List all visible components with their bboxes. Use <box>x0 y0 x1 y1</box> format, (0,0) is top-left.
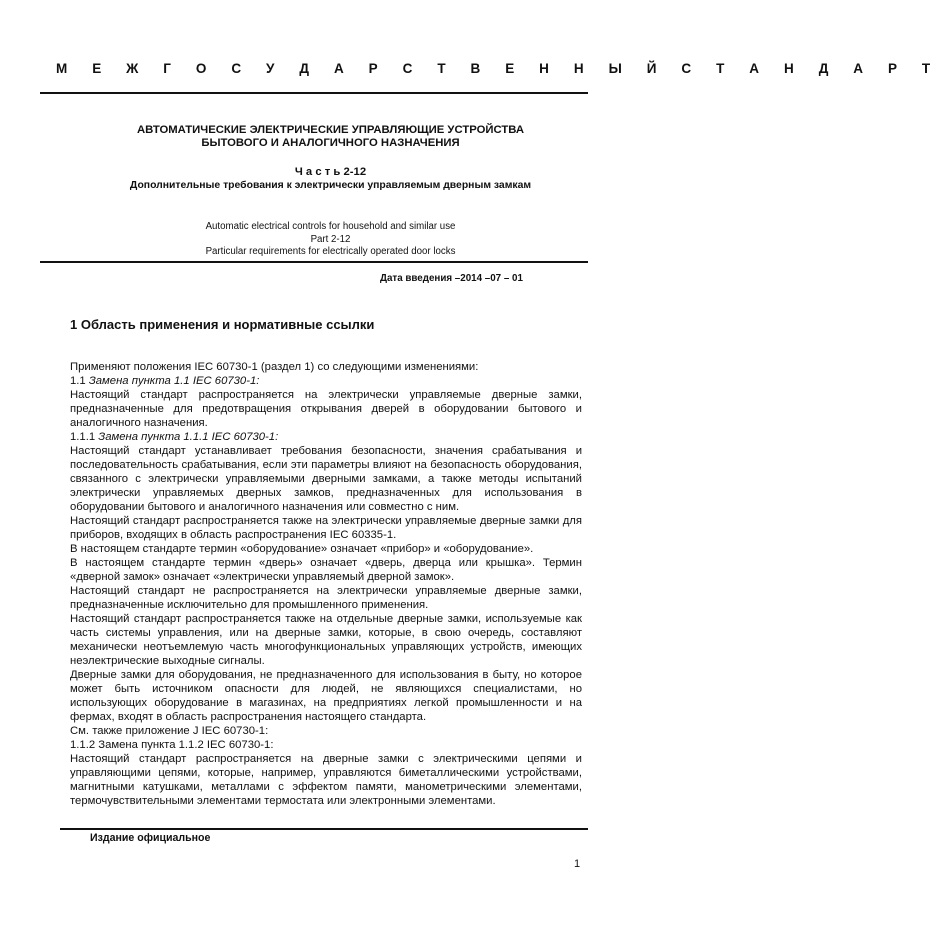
paragraph: Настоящий стандарт распространяется на дверные замки с электрическими цепями и управляющими цепями, которые, например, управляются биметаллическими устройствами, магнитными катушками, металлами с эффектом памяти, манометрическими элементами, термочувствительными элементами термостата или электронными элементами. <box>70 753 582 807</box>
clause-title: Замена пункта 1.1.1 IEC 60730-1: <box>98 431 279 443</box>
clause-1-1-1 <box>70 430 582 444</box>
clause-number: 1.1 <box>70 375 89 387</box>
paragraph: Применяют положения IEC 60730-1 (раздел 1) со следующими изменениями: <box>70 361 479 373</box>
subtitle: Дополнительные требования к электрически управляемым дверным замкам <box>129 180 532 191</box>
top-divider <box>40 92 588 94</box>
part-label: Ч а с т ь 2-12 <box>294 166 367 178</box>
section-body <box>70 360 582 808</box>
footer-divider <box>60 828 588 830</box>
english-title-line-1: Automatic electrical controls for household and similar use <box>205 221 456 232</box>
paragraph: Настоящий стандарт распространяется на электрически управляемые дверные замки, предназначенные для предотвращения открывания дверей в оборудовании бытового и аналогичного назначения. <box>70 389 582 429</box>
standard-type-heading: М Е Ж Г О С У Д А Р С Т В Е Н Н Ы Й С Т А Н Д А Р Т <box>56 61 941 76</box>
paragraph: Настоящий стандарт распространяется также на электрически управляемые дверные замки для приборов, входящих в область распространения IEC 60335-1. <box>70 515 582 541</box>
title-divider <box>40 261 588 263</box>
paragraph: В настоящем стандарте термин «дверь» означает «дверь, дверца или крышка». Термин «дверной замок» означает «электрически управляемый дверной замок». <box>70 557 582 583</box>
paragraph: Дверные замки для оборудования, не предназначенного для использования в быту, но которое может быть источником опасности для людей, не являющихся специалистами, но использующих оборудование в магазинах, на предприятиях легкой промышленности и на фермах, входят в область распространения настоящего стандарта. <box>70 669 582 723</box>
edition-label: Издание официальное <box>90 832 211 844</box>
page-number: 1 <box>574 858 581 870</box>
title-line-1: АВТОМАТИЧЕСКИЕ ЭЛЕКТРИЧЕСКИЕ УПРАВЛЯЮЩИЕ УСТРОЙСТВА <box>136 124 525 136</box>
clause-number: 1.1.1 <box>70 431 99 443</box>
paragraph: В настоящем стандарте термин «оборудование» означает «прибор» и «оборудование». <box>70 543 534 555</box>
english-title-line-3: Particular requirements for electrically operated door locks <box>205 246 456 257</box>
clause-title: Замена пункта 1.1 IEC 60730-1: <box>88 375 260 387</box>
paragraph: Настоящий стандарт распространяется также на отдельные дверные замки, используемые как часть системы управления, или на дверные замки, которые, в свою очередь, составляют механически неотъемлемую часть многофункциональных управляющих устройств, имеющих неэлектрические выходные сигналы. <box>70 613 582 667</box>
paragraph: 1.1.2 Замена пункта 1.1.2 IEC 60730-1: <box>70 739 274 751</box>
paragraph: См. также приложение J IEC 60730-1: <box>70 725 269 737</box>
paragraph: Настоящий стандарт устанавливает требования безопасности, значения срабатывания и последовательность срабатывания, если эти параметры влияют на безопасность оборудования, связанного с электрически управляемыми дверными замками, а также методы испытаний электрически управляемых дверных замков, предназначенных для использования в оборудовании бытового и аналогичного назначения или совместно с ним. <box>70 445 582 513</box>
paragraph: Настоящий стандарт не распространяется на электрически управляемые дверные замки, предназначенные исключительно для промышленного применения. <box>70 585 582 611</box>
intro-date: Дата введения –2014 –07 – 01 <box>380 273 523 284</box>
clause-1-1 <box>70 374 582 388</box>
section-heading: 1 Область применения и нормативные ссылки <box>70 317 375 332</box>
title-line-2: БЫТОВОГО И АНАЛОГИЧНОГО НАЗНАЧЕНИЯ <box>201 137 460 149</box>
english-title-line-2: Part 2-12 <box>310 234 351 245</box>
